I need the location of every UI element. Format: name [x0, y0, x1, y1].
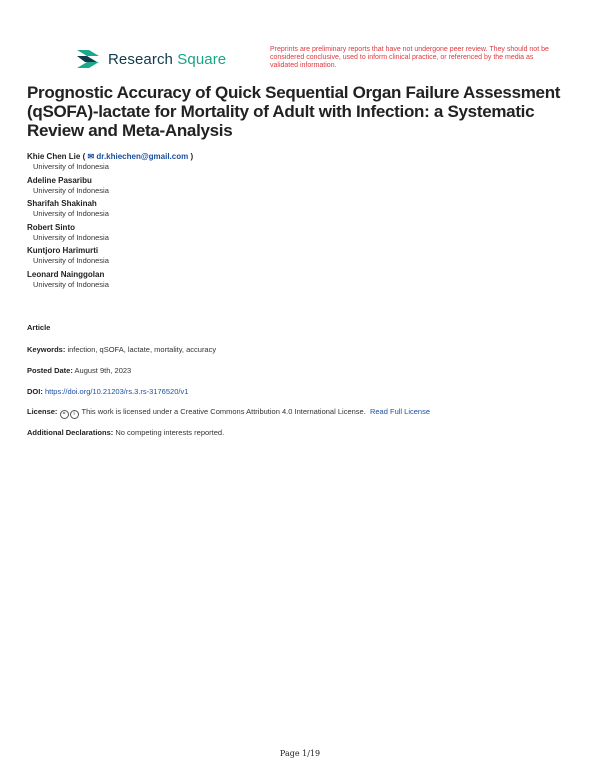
author-name: Khie Chen Lie [27, 152, 81, 161]
posted-date-label: Posted Date: [27, 366, 73, 375]
author-name: Robert Sinto [27, 222, 75, 232]
author-affiliation: University of Indonesia [33, 279, 109, 289]
read-full-license-link[interactable]: Read Full License [369, 407, 431, 416]
cc-icon: = [60, 410, 69, 419]
attribution-icon: i [70, 410, 79, 419]
research-square-logo-icon [75, 48, 101, 70]
author-name: Kuntjoro Harimurti [27, 246, 99, 255]
declarations-label: Additional Declarations: [27, 428, 114, 437]
paper-title: Prognostic Accuracy of Quick Sequential Organ Failure Assessment (qSOFA)-lactate for Mortality of Adult with Infection: a Systematic Review and Meta-Analysis [27, 83, 561, 140]
author-name: Sharifah Shakinah [27, 199, 97, 208]
page-number: Page 1/19 [279, 749, 321, 758]
keywords-value: infection, qSOFA, lactate, mortality, accuracy [67, 345, 217, 354]
keywords [27, 345, 577, 355]
author-list [27, 152, 193, 293]
doi [27, 387, 577, 397]
author-item: Khie Chen Lie ( ✉ dr.khiechen@gmail.com ) University of Indonesia [27, 152, 194, 171]
doi-label: DOI: [27, 387, 43, 396]
author-name: Leonard Nainggolan [27, 269, 105, 279]
posted-date [27, 366, 577, 376]
author-name: Adeline Pasaribu [27, 175, 92, 185]
author-item [27, 223, 193, 243]
author-affiliation: University of Indonesia [33, 162, 109, 171]
posted-date-value: August 9th, 2023 [74, 366, 132, 375]
license-label: License: [27, 407, 58, 416]
author-affiliation: University of Indonesia [33, 256, 109, 265]
author-email-link[interactable]: ✉ dr.khiechen@gmail.com [87, 152, 189, 161]
research-square-logo[interactable] [75, 48, 226, 70]
author-affiliation: University of Indonesia [33, 185, 109, 195]
author-item [27, 246, 193, 266]
logo-text: Research Square [108, 50, 227, 68]
preprint-disclaimer: Preprints are preliminary reports that have not undergone peer review. They should not be considered conclusive, used to inform clinical practice, or referenced by the media as validated information. [270, 46, 549, 69]
author-affiliation: University of Indonesia [33, 209, 109, 218]
article-type: Article [27, 323, 51, 332]
author-item [27, 199, 193, 219]
additional-declarations [27, 428, 577, 438]
license-text: This work is licensed under a Creative Commons Attribution 4.0 International License. [81, 407, 366, 416]
keywords-label: Keywords: [27, 345, 66, 354]
author-item [27, 176, 193, 196]
declarations-value: No competing interests reported. [115, 428, 225, 437]
license [27, 407, 577, 419]
doi-link[interactable]: https://doi.org/10.21203/rs.3.rs-3176520/v1 [44, 387, 189, 396]
email-icon: ✉ [87, 152, 95, 161]
author-affiliation: University of Indonesia [33, 232, 109, 242]
author-item [27, 270, 193, 290]
